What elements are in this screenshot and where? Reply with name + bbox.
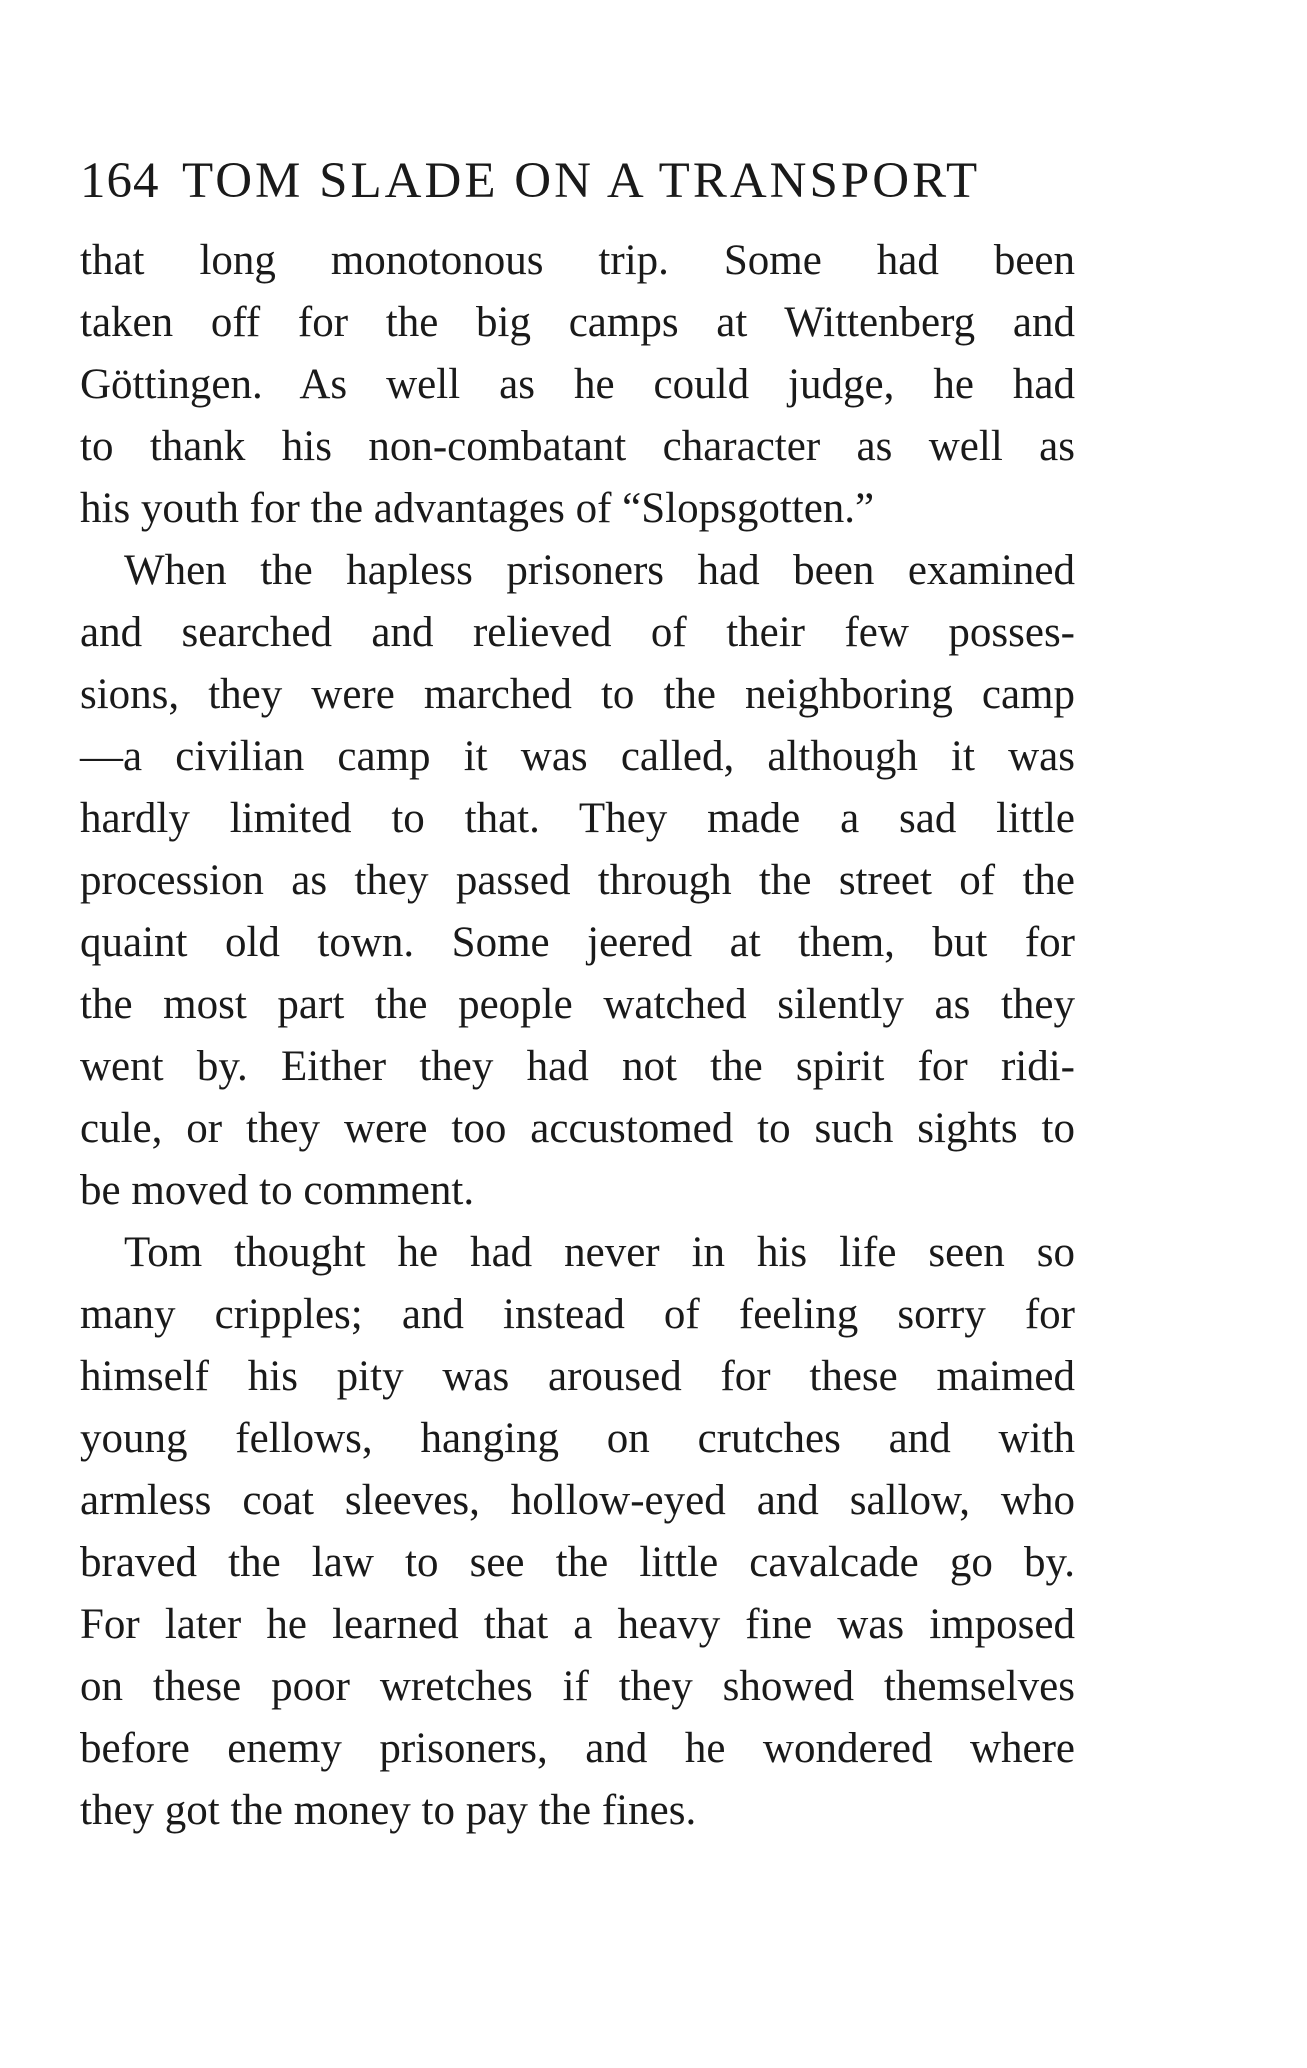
text-line: Göttingen. As well as he could judge, he had <box>80 361 1075 408</box>
text-line: be moved to comment. <box>80 1167 475 1214</box>
book-page <box>80 150 1080 1842</box>
text-line: himself his pity was aroused for these maimed <box>80 1353 1075 1400</box>
text-line: taken off for the big camps at Wittenberg and <box>80 299 1075 346</box>
text-line: armless coat sleeves, hollow-eyed and sallow, who <box>80 1477 1075 1524</box>
running-head <box>80 150 1080 212</box>
paragraph-1 <box>80 230 1075 540</box>
text-line: and searched and relieved of their few posses- <box>80 609 1075 656</box>
running-title: TOM SLADE ON A TRANSPORT <box>182 153 981 209</box>
text-line: they got the money to pay the fines. <box>80 1787 697 1834</box>
text-line: his youth for the advantages of “Slopsgotten.” <box>80 485 875 532</box>
text-line: procession as they passed through the street of the <box>80 857 1075 904</box>
text-line: braved the law to see the little cavalcade go by. <box>80 1539 1075 1586</box>
text-line: young fellows, hanging on crutches and with <box>80 1415 1075 1462</box>
paragraph-3 <box>80 1222 1075 1842</box>
text-line: on these poor wretches if they showed themselves <box>80 1663 1075 1710</box>
text-line: When the hapless prisoners had been examined <box>124 547 1075 594</box>
text-line: before enemy prisoners, and he wondered where <box>80 1725 1075 1772</box>
text-line: Tom thought he had never in his life seen so <box>124 1229 1075 1276</box>
paragraph-2 <box>80 540 1075 1222</box>
text-line: went by. Either they had not the spirit for ridi- <box>80 1043 1075 1090</box>
text-line: cule, or they were too accustomed to such sights to <box>80 1105 1075 1152</box>
page-number: 164 <box>80 153 160 209</box>
text-line: sions, they were marched to the neighboring camp <box>80 671 1075 718</box>
body-text <box>80 230 1075 1842</box>
text-line: quaint old town. Some jeered at them, but for <box>80 919 1075 966</box>
text-line: the most part the people watched silently as they <box>80 981 1075 1028</box>
text-line: many cripples; and instead of feeling sorry for <box>80 1291 1075 1338</box>
text-line: —a civilian camp it was called, although it was <box>80 733 1075 780</box>
text-line: to thank his non-combatant character as well as <box>80 423 1075 470</box>
text-line: that long monotonous trip. Some had been <box>80 237 1075 284</box>
text-line: For later he learned that a heavy fine was imposed <box>80 1601 1075 1648</box>
text-line: hardly limited to that. They made a sad little <box>80 795 1075 842</box>
